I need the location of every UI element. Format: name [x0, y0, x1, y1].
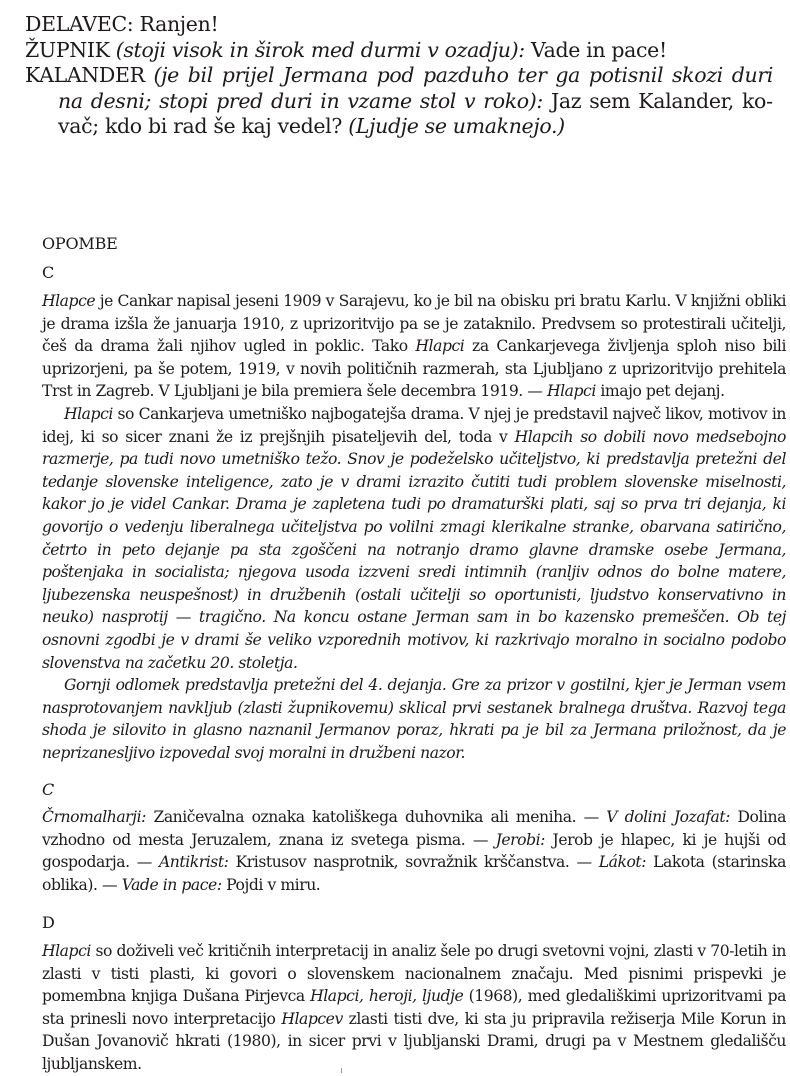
glossary-term: Antikrist: — [158, 853, 229, 872]
stage-direction: (stoji visok in širok med durmi v ozadju): — [115, 37, 525, 62]
paragraph — [42, 403, 786, 674]
speech-delavec — [25, 12, 773, 38]
title-ref: Hlapce — [42, 292, 96, 310]
glossary-term: Jerobi: — [495, 830, 545, 849]
paragraph-text: za Cankarjevega življenja sploh niso bili uprizorjeni, pa še potem, 1919, v novih političnih razmerah, sta Ljubljano z uprizoritvijo prehitela Trst in Zagreb. V Ljubljani je bila premiera šele decembra 1919. — — [42, 337, 786, 401]
glossary-def: Lakota (starinska oblika). — — [42, 853, 786, 894]
speech-kalander — [25, 63, 773, 140]
section-heading-c-glossary — [42, 780, 54, 800]
glossary-def: Jerob je hlapec, ki je hujši od gospodarja. — — [42, 830, 786, 872]
speech-line: Jaz sem Kalander, kovač; kdo bi rad še kaj vedel? — [58, 88, 773, 139]
glossary-term: Črnomalharji: — [42, 808, 146, 826]
paragraph-text: imajo pet dejanj. — [595, 382, 725, 401]
paragraph — [42, 674, 786, 764]
glossary-term: Lákot: — [598, 853, 647, 872]
speech-line: Ranjen! — [133, 12, 219, 36]
paragraph-text: je Cankar napisal jeseni 1909 v Sarajevu, ko je bil na obisku pri bratu Karlu. V knjižni obliki je drama izšla že januarja 1910, z uprizoritvijo pa se je zataknilo. Predvsem so protestirali učitelji, češ da drama žali njihov ugled in poklic. Tako — [42, 292, 786, 356]
speaker-name: KALANDER — [25, 63, 154, 88]
paragraph-text: so doživeli več kritičnih interpretacij in analiz šele po drugi svetovni vojni, zlasti v 70-letih in zlasti v tisti plasti, ki govori o slovenskem nacionalnem značaju. Med pisnimi prispevki je pomembna knjiga Dušana Pirjevca — [42, 942, 786, 1006]
section-heading-c: C — [42, 263, 55, 282]
glossary-def: Pojdi v miru. — [221, 875, 321, 894]
glossary-def: Kristusov nasprotnik, sovražnik krščanstva. — — [228, 853, 599, 872]
paragraph-text: so Cankarjeva umetniško najbogatejša drama. V njej je predstavil največ likov, motivov in idej, ki so sicer znani že iz prejšnjih pisateljevih del, toda v — [42, 404, 786, 446]
italic-text: Gornji odlomek predstavlja pretežni del 4. dejanja. Gre za prizor v gostilni, kjer je Jerman vsem nasprotovanjem navkljub (zlasti župnikovemu) sklical prvi sestanek bralnega društva. Razvoj tega shoda je silovito in glasno naznanil Jermanov poraz, hkrati pa je bil za Jermana priložnost, da je neprizanesljivo izpovedal svoj moralni in družbeni nazor. — [42, 676, 786, 762]
play-excerpt — [25, 12, 773, 140]
section-d-body — [42, 940, 786, 1076]
glossary-def: Zaničevalna oznaka katoliškega duhovnika ali meniha. — — [145, 808, 607, 826]
glossary-def: Dolina vzhodno od mesta Jeruzalem, znana iz svetega pisma. — — [42, 808, 786, 849]
glossary-entries — [42, 806, 786, 896]
italic-text: Hlapcih so dobili novo medsebojno razmerje, pa tudi novo umetniško težo. Snov je podeželsko učiteljstvo, ki predstavlja pretežni del tedanje slovenske inteligence, zato je v drami izrazito čutiti tudi problem slovenske miselnosti, kakor jo je videl Cankar. Drama je zapletena tudi po dramaturški plati, saj so prva tri dejanja, ki govorijo o vedenju liberalnega učiteljstva po volilni zmagi klerikalne stranke, obarvana satirično, četrto in peto dejanje pa sta zgoščeni na notranjo dramo glavne dramske osebe Jermana, poštenjaka in socialista; njegova usoda izzveni sredi intimnih (ranljiv odnos do bolne matere, ljubezenska neuspešnost) in družbenih (ostali učitelji so oportunisti, ljudstvo konservativno in neuko) nasprotij — tragično. Na koncu ostane Jerman sam in bo kazensko premeščen. Ob tej osnovni zgodbi je v drami še veliko vzporednih motivov, ki razkrivajo moralno in socialno podobo slovenstva na začetku 20. stoletja. — [42, 427, 786, 672]
speaker-name: ŽUPNIK — [25, 37, 116, 62]
scan-mark — [341, 1068, 342, 1073]
paragraph-text: zlasti tisti dve, ki sta ju pripravila režiserja Mile Korun in Dušan Jovanovič hkrati (1980), in sicer prvi v ljubljanski Drami, drugi pa v Mestnem gledališču ljubljanskem. — [42, 1009, 786, 1073]
paragraph-text: (1968), med gledališkimi uprizoritvami pa sta prinesli novo interpretacijo — [42, 987, 786, 1028]
glossary — [42, 806, 786, 896]
section-heading-d: D — [42, 913, 55, 932]
title-ref: Hlapci — [415, 337, 465, 356]
heading-text: C — [42, 780, 55, 799]
speech-zupnik — [25, 38, 773, 64]
stage-direction: (Ljudje se umaknejo.) — [348, 114, 565, 139]
title-ref: Hlapci — [64, 404, 113, 423]
speaker-name: DELAVEC: — [25, 12, 134, 36]
title-ref: Hlapci, heroji, ljudje — [310, 987, 464, 1006]
paragraph — [42, 940, 786, 1076]
glossary-term: V dolini Jozafat: — [606, 808, 730, 826]
speech-line: Vade in pace! — [524, 37, 667, 62]
title-ref: Hlapci — [546, 382, 596, 401]
paragraph — [42, 290, 786, 403]
glossary-term: Vade in pace: — [121, 875, 222, 894]
stage-direction: (je bil prijel Jermana pod pazduho ter ga potisnil skozi duri na desni; stopi pred duri in vzame stol v roko): — [58, 63, 773, 113]
title-ref: Hlapci — [42, 942, 91, 960]
title-ref: Hlapcev — [281, 1009, 343, 1028]
notes-title: OPOMBE — [42, 234, 118, 253]
section-c-body — [42, 290, 786, 764]
